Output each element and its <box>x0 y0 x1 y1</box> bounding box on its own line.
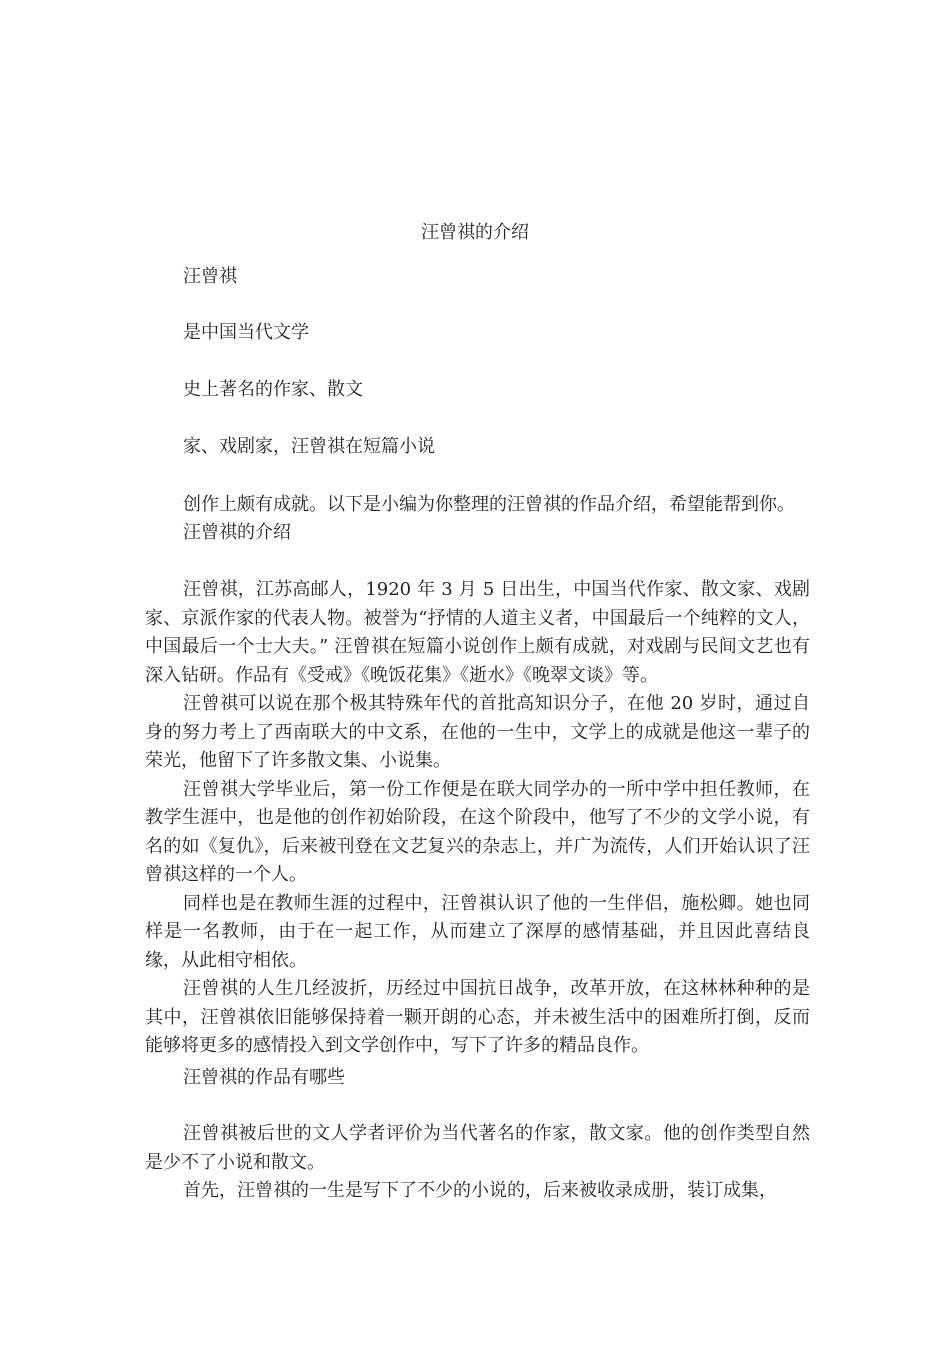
section-body <box>145 1120 810 1206</box>
paragraph: 汪曾祺，江苏高邮人，1920 年 3 月 5 日出生，中国当代作家、散文家、戏剧家、京派作家的代表人物。被誉为“抒情的人道主义者，中国最后一个纯粹的文人，中国最后一个士大夫。” 汪曾祺在短篇小说创作上颇有成就，对戏剧与民间文艺也有深入钻研。作品有《受戒》《晚饭花集》《逝水》《晚翠文谈》等。 <box>145 579 810 686</box>
section-heading: 汪曾祺的介绍 <box>183 522 291 543</box>
section-heading: 汪曾祺的作品有哪些 <box>183 1067 345 1088</box>
intro-line: 史上著名的作家、散文 <box>183 379 363 400</box>
paragraph: 汪曾祺可以说在那个极其特殊年代的首批高知识分子，在他 20 岁时，通过自身的努力考上了西南联大的中文系，在他的一生中，文学上的成就是他这一辈子的荣光，他留下了许多散文集、小说集。 <box>145 693 810 771</box>
intro-line: 家、戏剧家，汪曾祺在短篇小说 <box>183 436 435 457</box>
intro-line: 创作上颇有成就。以下是小编为你整理的汪曾祺的作品介绍，希望能帮到你。 <box>183 494 795 515</box>
paragraph: 汪曾祺被后世的文人学者评价为当代著名的作家，散文家。他的创作类型自然是少不了小说和散文。 <box>145 1123 810 1173</box>
intro-line: 汪曾祺 <box>183 266 237 287</box>
paragraph: 同样也是在教师生涯的过程中，汪曾祺认识了他的一生伴侣，施松卿。她也同样是一名教师，由于在一起工作，从而建立了深厚的感情基础，并且因此喜结良缘，从此相守相依。 <box>145 892 810 971</box>
section-body <box>145 576 810 1061</box>
document-title: 汪曾祺的介绍 <box>421 222 529 243</box>
paragraph: 汪曾祺的人生几经波折，历经过中国抗日战争，改革开放，在这林林种种的是其中，汪曾祺依旧能够保持着一颗开朗的心态，并未被生活中的困难所打倒，反而能够将更多的感情投入到文学创作中，写下了许多的精品良作。 <box>145 978 810 1056</box>
paragraph: 汪曾祺大学毕业后，第一份工作便是在联大同学办的一所中学中担任教师，在教学生涯中，也是他的创作初始阶段，在这个阶段中，他写了不少的文学小说，有名的如《复仇》，后来被刊登在文艺复兴的杂志上，并广为流传，人们开始认识了汪曾祺这样的一个人。 <box>145 778 810 885</box>
intro-line: 是中国当代文学 <box>183 322 309 343</box>
paragraph: 首先，汪曾祺的一生是写下了不少的小说的，后来被收录成册，装订成集， <box>183 1180 777 1201</box>
